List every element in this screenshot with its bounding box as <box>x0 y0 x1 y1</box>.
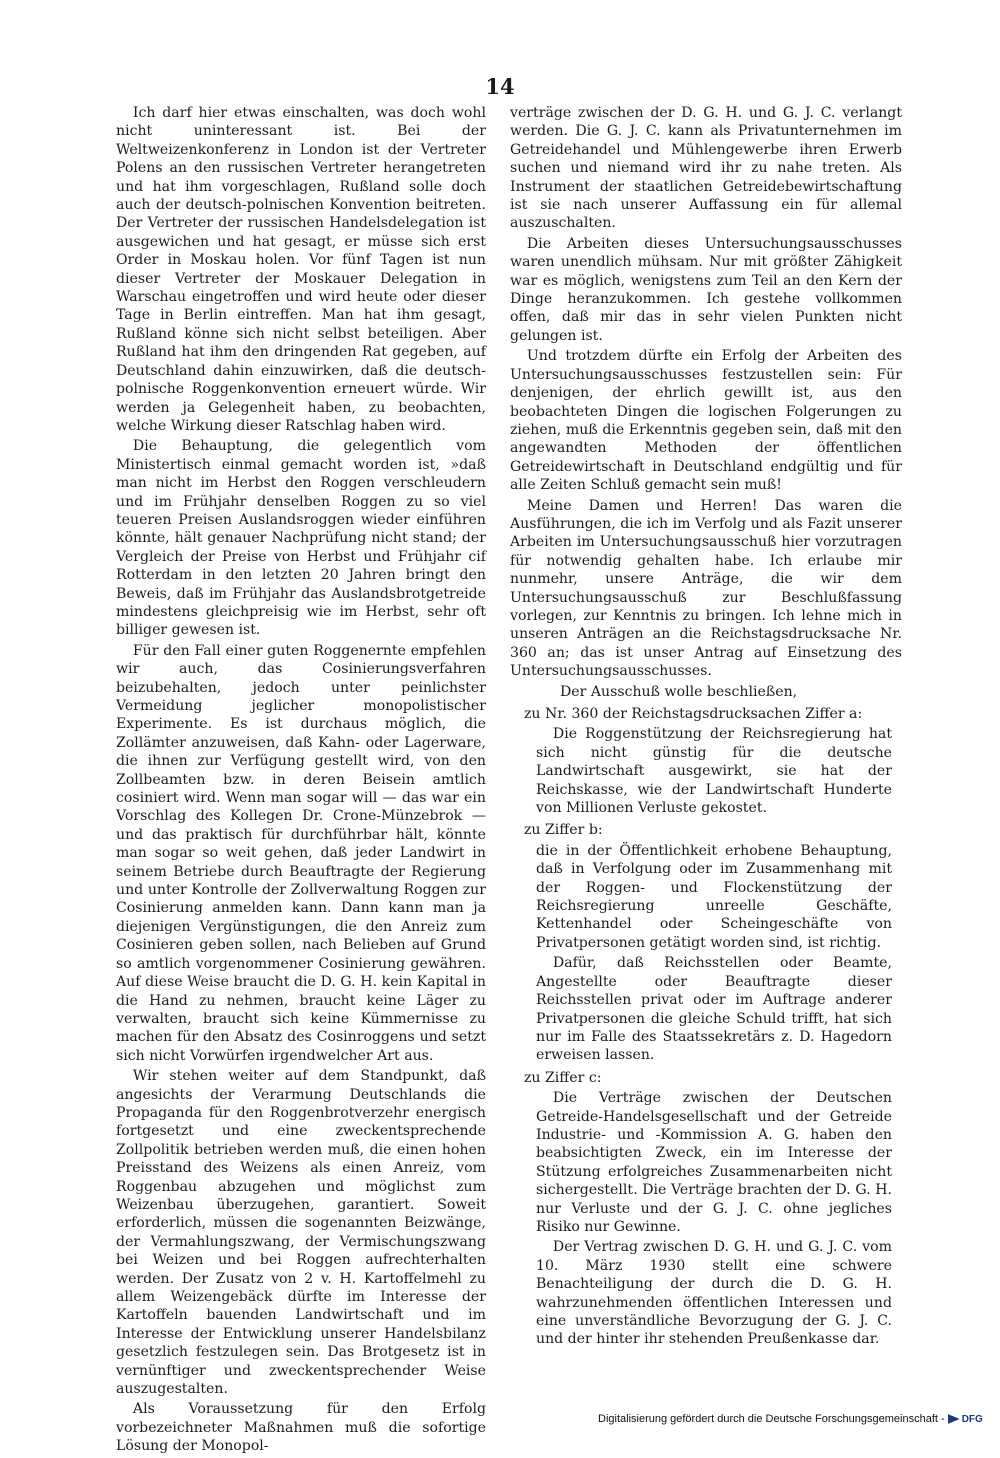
paragraph: Ich darf hier etwas einschalten, was doch wohl nicht uninteressant ist. Bei der Weltweizenkonferenz in London ist der Vertreter Polens an den russischen Vertreter herangetreten und hat ihm vorgeschlagen, Rußland solle doch auch der deutsch-polnischen Konvention beitreten. Der Vertreter der russischen Handelsdelegation ist ausgewichen und hat gesagt, er müsse sich erst Order in Moskau holen. Vor fünf Tagen ist nun dieser Vertreter der Moskauer Delegation in Warschau eingetroffen und wird heute oder dieser Tage in Berlin eintreffen. Man hat ihm gesagt, Rußland könne sich nicht selbst beteiligen. Aber Rußland hat ihm den dringenden Rat gegeben, auf Deutschland dahin einzuwirken, daß die deutsch-polnische Roggenkonvention erneuert würde. Wir werden ja Gelegenheit haben, zu beobachten, welche Wirkung dieser Ratschlag haben wird. <box>116 105 486 434</box>
paragraph: Meine Damen und Herren! Das waren die Ausführungen, die ich im Verfolg und als Fazit unserer Arbeiten im Untersuchungsausschuß hier vorzutragen für notwendig gehalten habe. Ich erlaube mir nunmehr, unsere Anträge, die wir dem Untersuchungsausschuß zur Beschlußfassung vorlegen, zur Kenntnis zu bringen. Ich lehne mich in unseren Anträgen an die Reichstagsdrucksache Nr. 360 an; das ist unser Antrag auf Einsetzung des Untersuchungsausschusses. <box>510 497 902 680</box>
page-number: 14 <box>485 74 515 99</box>
item-b-text: Dafür, daß Reichsstellen oder Beamte, Angestellte oder Beauftragte dieser Reichsstellen privat oder im Auftrage anderer Privatpersonen die gleiche Schuld trifft, hat sich nur im Falle des Staatssekretärs z. D. Hagedorn erweisen lassen. <box>536 955 892 1064</box>
right-column <box>510 104 902 1351</box>
item-a-label: zu Nr. 360 der Reichstagsdrucksachen Ziffer a: <box>524 706 863 722</box>
item-a-text: Die Roggenstützung der Reichsregierung hat sich nicht günstig für die deutsche Landwirtschaft ausgewirkt, sie hat der Reichskasse, wie der Landwirtschaft Hunderte von Millionen Verluste gekostet. <box>536 726 892 817</box>
footer-text: Digitalisierung gefördert durch die Deutsche Forschungsgemeinschaft - <box>598 1413 945 1425</box>
left-column <box>116 104 486 1458</box>
item-b-text: die in der Öffentlichkeit erhobene Behauptung, daß in Verfolgung oder im Zusammenhang mit der Roggen- und Flockenstützung der Reichsregierung unreelle Geschäfte, Kettenhandel oder Scheingeschäfte von Privatpersonen getätigt worden sind, ist richtig. <box>536 842 892 951</box>
paragraph: Für den Fall einer guten Roggenernte empfehlen wir auch, das Cosinierungsverfahren beizubehalten, jedoch unter peinlichster Vermeidung jeglicher monopolistischer Experimente. Es ist durchaus möglich, die Zollämter anzuweisen, daß Kahn- oder Lagerware, die ihnen zur Verfügung gestellt wird, von den Zollbeamten bzw. in deren Beisein amtlich cosiniert wird. Wenn man sogar will — das war ein Vorschlag des Kollegen Dr. Crone-Münzebrok — und das praktisch für durchführbar hält, könnte man sogar so weit gehen, daß jeder Landwirt in seinem Betriebe durch Beauftragte der Regierung und unter Kontrolle der Zollverwaltung Roggen zur Cosinierung anmelden kann. Dann kann man ja diejenigen Vergünstigungen, die den Anreiz zum Cosinieren geben sollen, nach Belieben auf Grund so amtlich vorgenommener Cosinierung gewähren. Auf diese Weise braucht die D. G. H. kein Kapital in die Hand zu nehmen, braucht keine Läger zu verwalten, braucht sich keine Kümmernisse zu machen für den Absatz des Cosinroggens und setzt sich nicht Vorwürfen irgendwelcher Art aus. <box>116 642 486 1064</box>
paragraph: verträge zwischen der D. G. H. und G. J. C. verlangt werden. Die G. J. C. kann als Privatunternehmen im Getreidehandel und Mühlengewerbe ihren Erwerb suchen und niemand wird ihr zu nahe treten. Als Instrument der staatlichen Getreidebewirtschaftung ist sie nach unserer Auffassung ein für allemal auszuschalten. <box>510 105 902 232</box>
item-c-label: zu Ziffer c: <box>524 1069 602 1086</box>
paragraph: Wir stehen weiter auf dem Standpunkt, daß angesichts der Verarmung Deutschlands die Propaganda für den Roggenbrotverzehr energisch fortgesetzt und eine zweckentsprechende Zollpolitik betrieben werden muß, die einen hohen Preisstand des Weizens als einen Anreiz, vom Roggenbau abzugehen und möglichst zum Weizenbau überzugehen, garantiert. Soweit erforderlich, müssen die sogenannten Beizwänge, der Vermahlungszwang, der Vermischungszwang bei Weizen und bei Roggen aufrechterhalten werden. Der Zusatz von 2 v. H. Kartoffelmehl zu allem Weizengebäck dürfte im Interesse der Kartoffeln bauenden Landwirtschaft und im Interesse der Entwicklung unserer Handelsbilanz gesetzlich festzulegen sein. Das Brotgesetz ist in vernünftiger und zweckentsprechender Weise auszugestalten. <box>116 1068 486 1398</box>
dfg-logo <box>948 1414 983 1425</box>
paragraph: Die Arbeiten dieses Untersuchungsausschusses waren unendlich mühsam. Nur mit größter Zähigkeit war es möglich, wenigstens zum Teil an den Kern der Dinge heranzukommen. Ich gestehe vollkommen offen, daß mir das in sehr vielen Punkten nicht gelungen ist. <box>510 235 902 344</box>
dfg-logo-icon <box>948 1414 960 1424</box>
item-c-text: Der Vertrag zwischen D. G. H. und G. J. C. vom 10. März 1930 stellt eine schwere Benachteiligung der durch die D. G. H. wahrzunehmenden öffentlichen Interessen und eine unverständliche Bevorzugung der G. J. C. und der hinter ihr stehenden Preußenkasse dar. <box>536 1239 892 1348</box>
item-c-text: Die Verträge zwischen der Deutschen Getreide-Handelsgesellschaft und der Getreide Industrie- und -Kommission A. G. haben den beabsichtigten Zweck, ein im Interesse der Stützung erfolgreiches Zusammenarbeiten nicht sichergestellt. Die Verträge brachten der D. G. H. nur Verluste und der G. J. C. ohne jegliches Risiko nur Gewinne. <box>536 1090 892 1235</box>
paragraph: Und trotzdem dürfte ein Erfolg der Arbeiten des Untersuchungsausschusses festzustellen sein: Für denjenigen, der ehrlich gewillt ist, aus den beobachteten Dingen die logischen Folgerungen zu ziehen, muß die Erkenntnis gegeben sein, daß mit den angewandten Methoden der öffentlichen Getreidewirtschaft in Deutschland endgültig und für alle Zeiten Schluß gemacht sein muß! <box>510 348 902 494</box>
motion-intro: Der Ausschuß wolle beschließen, <box>560 683 798 700</box>
paragraph: Die Behauptung, die gelegentlich vom Ministertisch einmal gemacht worden ist, »daß man nicht im Herbst den Roggen verschleudern und im Frühjahr denselben Roggen zu so viel teueren Preisen Auslandsroggen wieder einführen könnte, hält genauer Nachprüfung nicht stand; der Vergleich der Preise von Herbst und Frühjahr cif Rotterdam in den letzten 20 Jahren bringt den Beweis, daß im Frühjahr das Auslandsbrotgetreide mindestens gleichpreisig wie im Herbst, sehr oft billiger gewesen ist. <box>116 438 486 639</box>
dfg-logo-text: DFG <box>961 1413 983 1425</box>
paragraph: Als Voraussetzung für den Erfolg vorbezeichneter Maßnahmen muß die sofortige Lösung der Monopol- <box>116 1401 486 1455</box>
item-b-label: zu Ziffer b: <box>524 822 603 839</box>
digitization-footer <box>598 1413 983 1425</box>
